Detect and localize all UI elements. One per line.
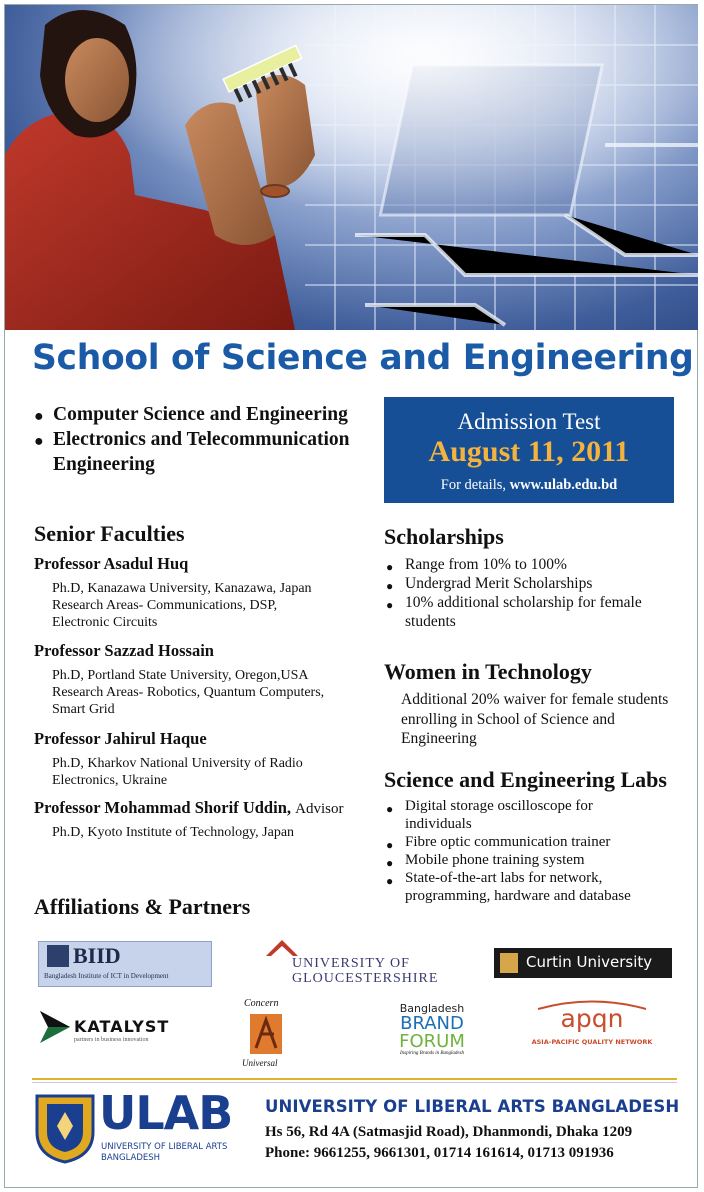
scholarship-item: ● 10% additional scholarship for female students — [386, 593, 655, 631]
labs-list — [386, 797, 676, 905]
ulab-logo-text: ULAB — [99, 1086, 233, 1140]
details-prefix: For details, — [440, 477, 510, 493]
gloucestershire-line2: GLOUCESTERSHIRE — [292, 971, 439, 986]
katalyst-name: KATALYST — [74, 1017, 170, 1036]
biid-mark-icon — [47, 945, 69, 967]
faculty-detail-line: Research Areas- Communications, DSP, — [52, 598, 278, 613]
ulab-logo — [33, 1086, 233, 1170]
admission-box — [384, 397, 674, 503]
faculty-detail-line: Ph.D, Kanazawa University, Kanazawa, Japan — [52, 581, 312, 596]
katalyst-logo — [38, 1006, 178, 1050]
faculty-detail-line: Ph.D, Portland State University, Oregon,USA — [52, 668, 309, 683]
apqn-name: apqn — [560, 1004, 624, 1033]
women-in-tech-heading: Women in Technology — [384, 659, 592, 684]
curtin-logo — [494, 948, 672, 978]
apqn-tagline: ASIA-PACIFIC QUALITY NETWORK — [531, 1038, 653, 1046]
faculty-name: Professor Jahirul Haque — [34, 729, 207, 748]
concern-figure-icon — [248, 1012, 284, 1056]
brand-forum-tagline: Inspiring Brands in Bangladesh — [399, 1051, 465, 1056]
roof-chevron-icon — [264, 936, 300, 958]
circuit-board-illustration — [5, 5, 698, 330]
lab-item: ● Fibre optic communication trainer — [386, 833, 676, 851]
faculty-detail-line: Electronics, Ukraine — [52, 773, 168, 788]
ulab-logo-sub1: UNIVERSITY OF LIBERAL ARTS — [101, 1142, 228, 1152]
faculty-detail-line: Ph.D, Kyoto Institute of Technology, Japan — [52, 825, 295, 840]
concern-text: Concern — [244, 998, 279, 1009]
admission-date: August 11, 2011 — [428, 435, 630, 468]
faculty-name: Professor Mohammad Shorif Uddin, — [34, 798, 291, 817]
divider-gold — [32, 1078, 677, 1080]
labs-heading: Science and Engineering Labs — [384, 767, 667, 792]
scholarship-item: ● Range from 10% to 100% — [386, 555, 686, 574]
lab-item: ● State-of-the-art labs for network, programming, hardware and database — [386, 869, 675, 905]
gloucestershire-line1: UNIVERSITY OF — [292, 956, 410, 971]
university-phone: Phone: 9661255, 9661301, 01714 161614, 01713 091936 — [265, 1145, 614, 1161]
ulab-crest-icon — [33, 1092, 97, 1164]
faculties-heading: Senior Faculties — [34, 521, 185, 546]
faculty-name: Professor Asadul Huq — [34, 554, 189, 573]
faculty-name-advisor — [34, 798, 343, 818]
faculty-role: Advisor — [295, 801, 344, 817]
universal-text: Universal — [242, 1058, 278, 1068]
biid-subtitle: Bangladesh Institute of ICT in Development — [44, 972, 169, 980]
university-name: UNIVERSITY OF LIBERAL ARTS BANGLADESH — [265, 1097, 680, 1116]
curtin-name: Curtin University — [526, 953, 653, 971]
lab-item: ● Digital storage oscilloscope for individuals — [386, 797, 635, 833]
admission-details — [384, 477, 674, 494]
faculty-details — [52, 580, 382, 631]
concern-universal-logo — [240, 998, 290, 1070]
ulab-logo-sub2: BANGLADESH — [101, 1153, 161, 1163]
admission-label: Admission Test — [457, 409, 601, 434]
page-title: School of Science and Engineering — [32, 338, 694, 378]
program-item: ● Electronics and Telecommunication Engineering — [34, 427, 384, 477]
affiliations-heading: Affiliations & Partners — [34, 894, 251, 919]
faculty-details — [52, 824, 382, 841]
curtin-crest-icon — [500, 953, 518, 973]
katalyst-tagline: partners in business innovation — [74, 1037, 149, 1043]
faculty-name: Professor Sazzad Hossain — [34, 641, 214, 660]
hero-photo — [5, 5, 698, 330]
brand-forum-line2: BRAND — [400, 1013, 464, 1034]
faculty-detail-line: Research Areas- Robotics, Quantum Computers, — [52, 685, 325, 700]
brand-forum-line1: Bangladesh — [399, 1002, 465, 1015]
gloucestershire-logo — [262, 934, 439, 990]
brand-forum-logo — [392, 1002, 472, 1068]
scholarships-list — [386, 555, 686, 631]
biid-logo — [38, 941, 212, 987]
faculty-detail-line: Smart Grid — [52, 702, 115, 717]
website-link[interactable]: www.ulab.edu.bd — [509, 477, 618, 493]
women-in-tech-text: Additional 20% waiver for female students enrolling in School of Science and Engineering — [401, 691, 669, 747]
biid-name: BIID — [73, 943, 121, 968]
program-item: ● Computer Science and Engineering — [34, 402, 384, 427]
scholarship-item: ● Undergrad Merit Scholarships — [386, 574, 686, 593]
brand-forum-line3: FORUM — [399, 1031, 465, 1052]
faculty-details — [52, 667, 382, 718]
apqn-logo — [522, 1000, 662, 1050]
scholarships-heading: Scholarships — [384, 524, 504, 549]
university-address: Hs 56, Rd 4A (Satmasjid Road), Dhanmondi, Dhaka 1209 — [265, 1124, 633, 1140]
divider-thin — [32, 1082, 677, 1083]
faculty-detail-line: Electronic Circuits — [52, 615, 158, 630]
faculty-details — [52, 755, 382, 789]
program-list — [34, 402, 384, 477]
katalyst-arrow-icon — [38, 1009, 72, 1045]
faculty-detail-line: Ph.D, Kharkov National University of Radio — [52, 756, 303, 771]
lab-item: ● Mobile phone training system — [386, 851, 676, 869]
